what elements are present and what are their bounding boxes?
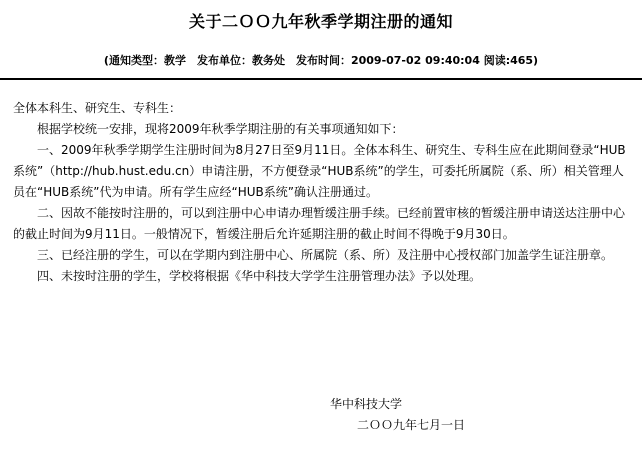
salutation: 全体本科生、研究生、专科生： bbox=[13, 101, 182, 115]
paragraph-item-3: 三、已经注册的学生，可以在学期内到注册中心、所属院（系、所）及注册中心授权部门加盖学生证注册章。 bbox=[37, 248, 614, 262]
signature-date: 二ＯＯ九年七月一日 bbox=[357, 418, 466, 432]
paragraph-intro: 根据学校统一安排，现将2009年秋季学期注册的有关事项通知如下： bbox=[37, 122, 404, 136]
signature-organization: 华中科技大学 bbox=[330, 397, 403, 411]
title-divider bbox=[0, 78, 642, 80]
paragraph-item-4: 四、未按时注册的学生，学校将根据《华中科技大学学生注册管理办法》予以处理。 bbox=[37, 269, 482, 283]
notice-body bbox=[13, 98, 629, 287]
paragraph-item-1: 一、2009年秋季学期学生注册时间为8月27日至9月11日。全体本科生、研究生、专科生应在此期间登录“HUB系统”（http://hub.hust.edu.cn）申请注册，不方便登录“HUB系统”的学生，可委托所属院（系、所）相关管理人员在“HUB系统”代为申请。所有学生应经“HUB系统”确认注册通过。 bbox=[13, 143, 626, 199]
paragraph-item-2: 二、因故不能按时注册的，可以到注册中心申请办理暂缓注册手续。已经前置审核的暂缓注册申请送达注册中心的截止时间为9月11日。一般情况下，暂缓注册后允许延期注册的截止时间不得晚于9月30日。 bbox=[13, 206, 626, 241]
notice-title: 关于二ＯＯ九年秋季学期注册的通知 bbox=[188, 12, 453, 31]
notice-meta: (通知类型：教学 发布单位：教务处 发布时间：2009-07-02 09:40:04 阅读:465) bbox=[103, 54, 539, 67]
